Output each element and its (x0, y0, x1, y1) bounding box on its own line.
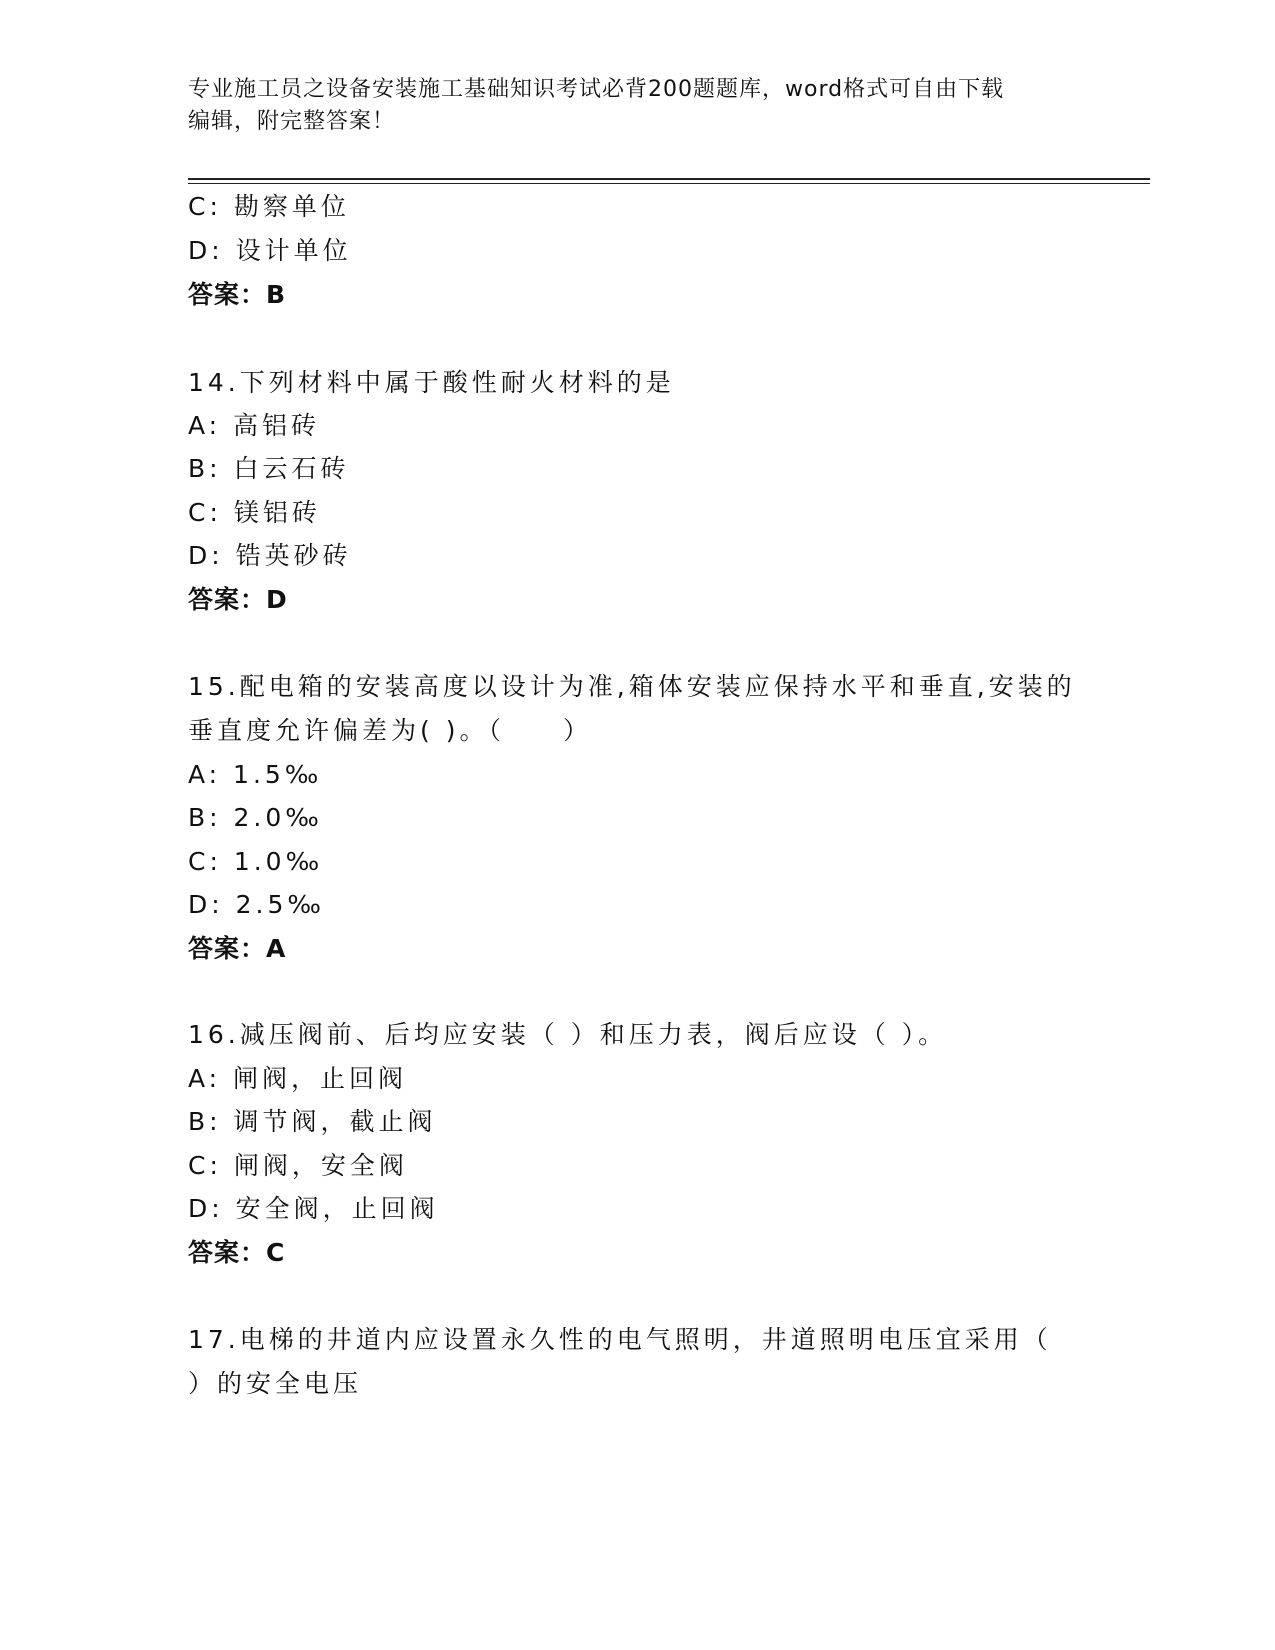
q15-stem-line-2: 垂直度允许偏差为( )。（ ） (188, 716, 592, 745)
q14-option-a: A: 高铝砖 (188, 411, 321, 440)
header-divider-thin (188, 183, 1150, 184)
q16-stem: 16.减压阀前、后均应安装（ ）和压力表，阀后应设（ ）。 (188, 1020, 948, 1049)
q17-stem-line-1: 17.电梯的井道内应设置永久性的电气照明，井道照明电压宜采用（ (188, 1325, 1052, 1354)
q16-option-d: D: 安全阀，止回阀 (188, 1194, 439, 1223)
header-title-line-2: 编辑，附完整答案！ (188, 109, 396, 134)
q15-option-c: C: 1.0‰ (188, 847, 324, 876)
q16-option-a: A: 闸阀，止回阀 (188, 1064, 408, 1093)
q14-option-c: C: 镁铝砖 (188, 498, 321, 527)
q13-option-c: C: 勘察单位 (188, 192, 350, 221)
header-title-line-1: 专业施工员之设备安装施工基础知识考试必背200题题库，word格式可自由下载 (188, 77, 1005, 102)
q14-option-d: D: 锆英砂砖 (188, 541, 352, 570)
page-header (188, 74, 1088, 138)
q15-option-b: B: 2.0‰ (188, 803, 323, 832)
q13-answer: 答案：B (188, 280, 287, 309)
q13-option-d: D: 设计单位 (188, 236, 352, 265)
q14-stem: 14.下列材料中属于酸性耐火材料的是 (188, 368, 675, 397)
q16-option-b: B: 调节阀，截止阀 (188, 1107, 437, 1136)
q16-answer: 答案：C (188, 1238, 286, 1267)
q17-stem-line-2: ）的安全电压 (188, 1369, 363, 1398)
q14-option-b: B: 白云石砖 (188, 454, 350, 483)
header-divider-thick (188, 178, 1150, 180)
q16-option-c: C: 闸阀，安全阀 (188, 1151, 408, 1180)
q15-option-a: A: 1.5‰ (188, 760, 323, 789)
q15-option-d: D: 2.5‰ (188, 890, 325, 919)
q15-stem-line-1: 15.配电箱的安装高度以设计为准,箱体安装应保持水平和垂直,安装的 (188, 672, 1076, 701)
q15-answer: 答案：A (188, 934, 287, 963)
q14-answer: 答案：D (188, 585, 288, 614)
